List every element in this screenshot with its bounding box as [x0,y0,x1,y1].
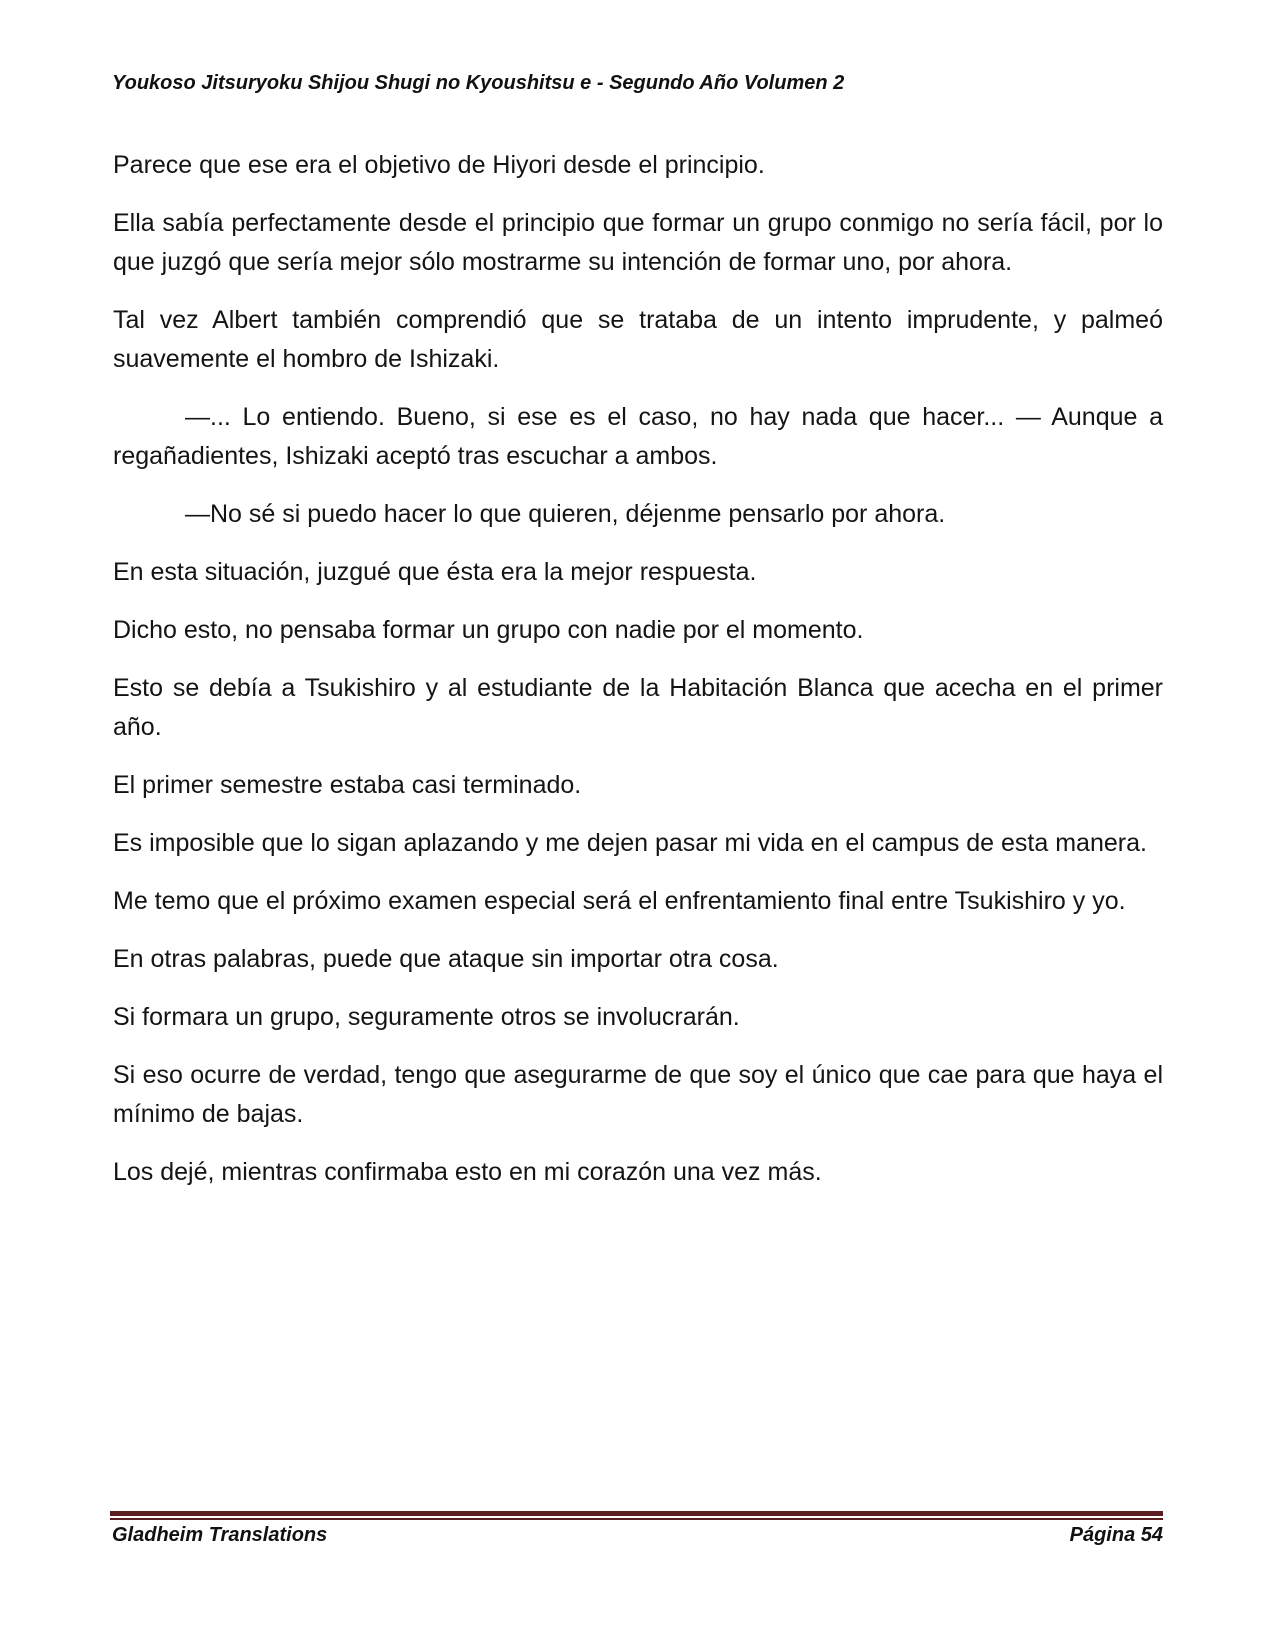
paragraph: En esta situación, juzgué que ésta era la mejor respuesta. [113,558,757,586]
body-text [113,146,1163,1211]
paragraph: En otras palabras, puede que ataque sin importar otra cosa. [113,945,779,973]
paragraph: Dicho esto, no pensaba formar un grupo con nadie por el momento. [113,616,864,644]
paragraph: Parece que ese era el objetivo de Hiyori desde el principio. [113,151,765,179]
footer-page-number: Página 54 [1069,1524,1163,1546]
paragraph: Me temo que el próximo examen especial será el enfrentamiento final entre Tsukishiro y yo. [113,887,1126,915]
paragraph: Es imposible que lo sigan aplazando y me dejen pasar mi vida en el campus de esta manera. [113,829,1147,857]
footer-publisher: Gladheim Translations [112,1524,328,1546]
paragraph: Esto se debía a Tsukishiro y al estudiante de la Habitación Blanca que acecha en el primer año. [113,674,1163,741]
dialogue-paragraph: —... Lo entiendo. Bueno, si ese es el caso, no hay nada que hacer... — Aunque a regañadientes, Ishizaki aceptó tras escuchar a ambos. [113,403,1163,470]
dialogue-paragraph: —No sé si puedo hacer lo que quieren, déjenme pensarlo por ahora. [185,500,946,528]
footer-rule-thick-line [110,1511,1163,1516]
footer-rule [110,1511,1163,1520]
page-header-title: Youkoso Jitsuryoku Shijou Shugi no Kyoushitsu e - Segundo Año Volumen 2 [112,72,845,94]
footer-rule-thin-line [110,1518,1163,1520]
paragraph: Si formara un grupo, seguramente otros se involucrarán. [113,1003,740,1031]
paragraph: El primer semestre estaba casi terminado. [113,771,582,799]
paragraph: Los dejé, mientras confirmaba esto en mi corazón una vez más. [113,1158,822,1186]
paragraph: Si eso ocurre de verdad, tengo que asegurarme de que soy el único que cae para que haya el mínimo de bajas. [113,1061,1163,1128]
paragraph: Ella sabía perfectamente desde el principio que formar un grupo conmigo no sería fácil, por lo que juzgó que sería mejor sólo mostrarme su intención de formar uno, por ahora. [113,209,1163,276]
paragraph: Tal vez Albert también comprendió que se trataba de un intento imprudente, y palmeó suavemente el hombro de Ishizaki. [113,306,1163,373]
